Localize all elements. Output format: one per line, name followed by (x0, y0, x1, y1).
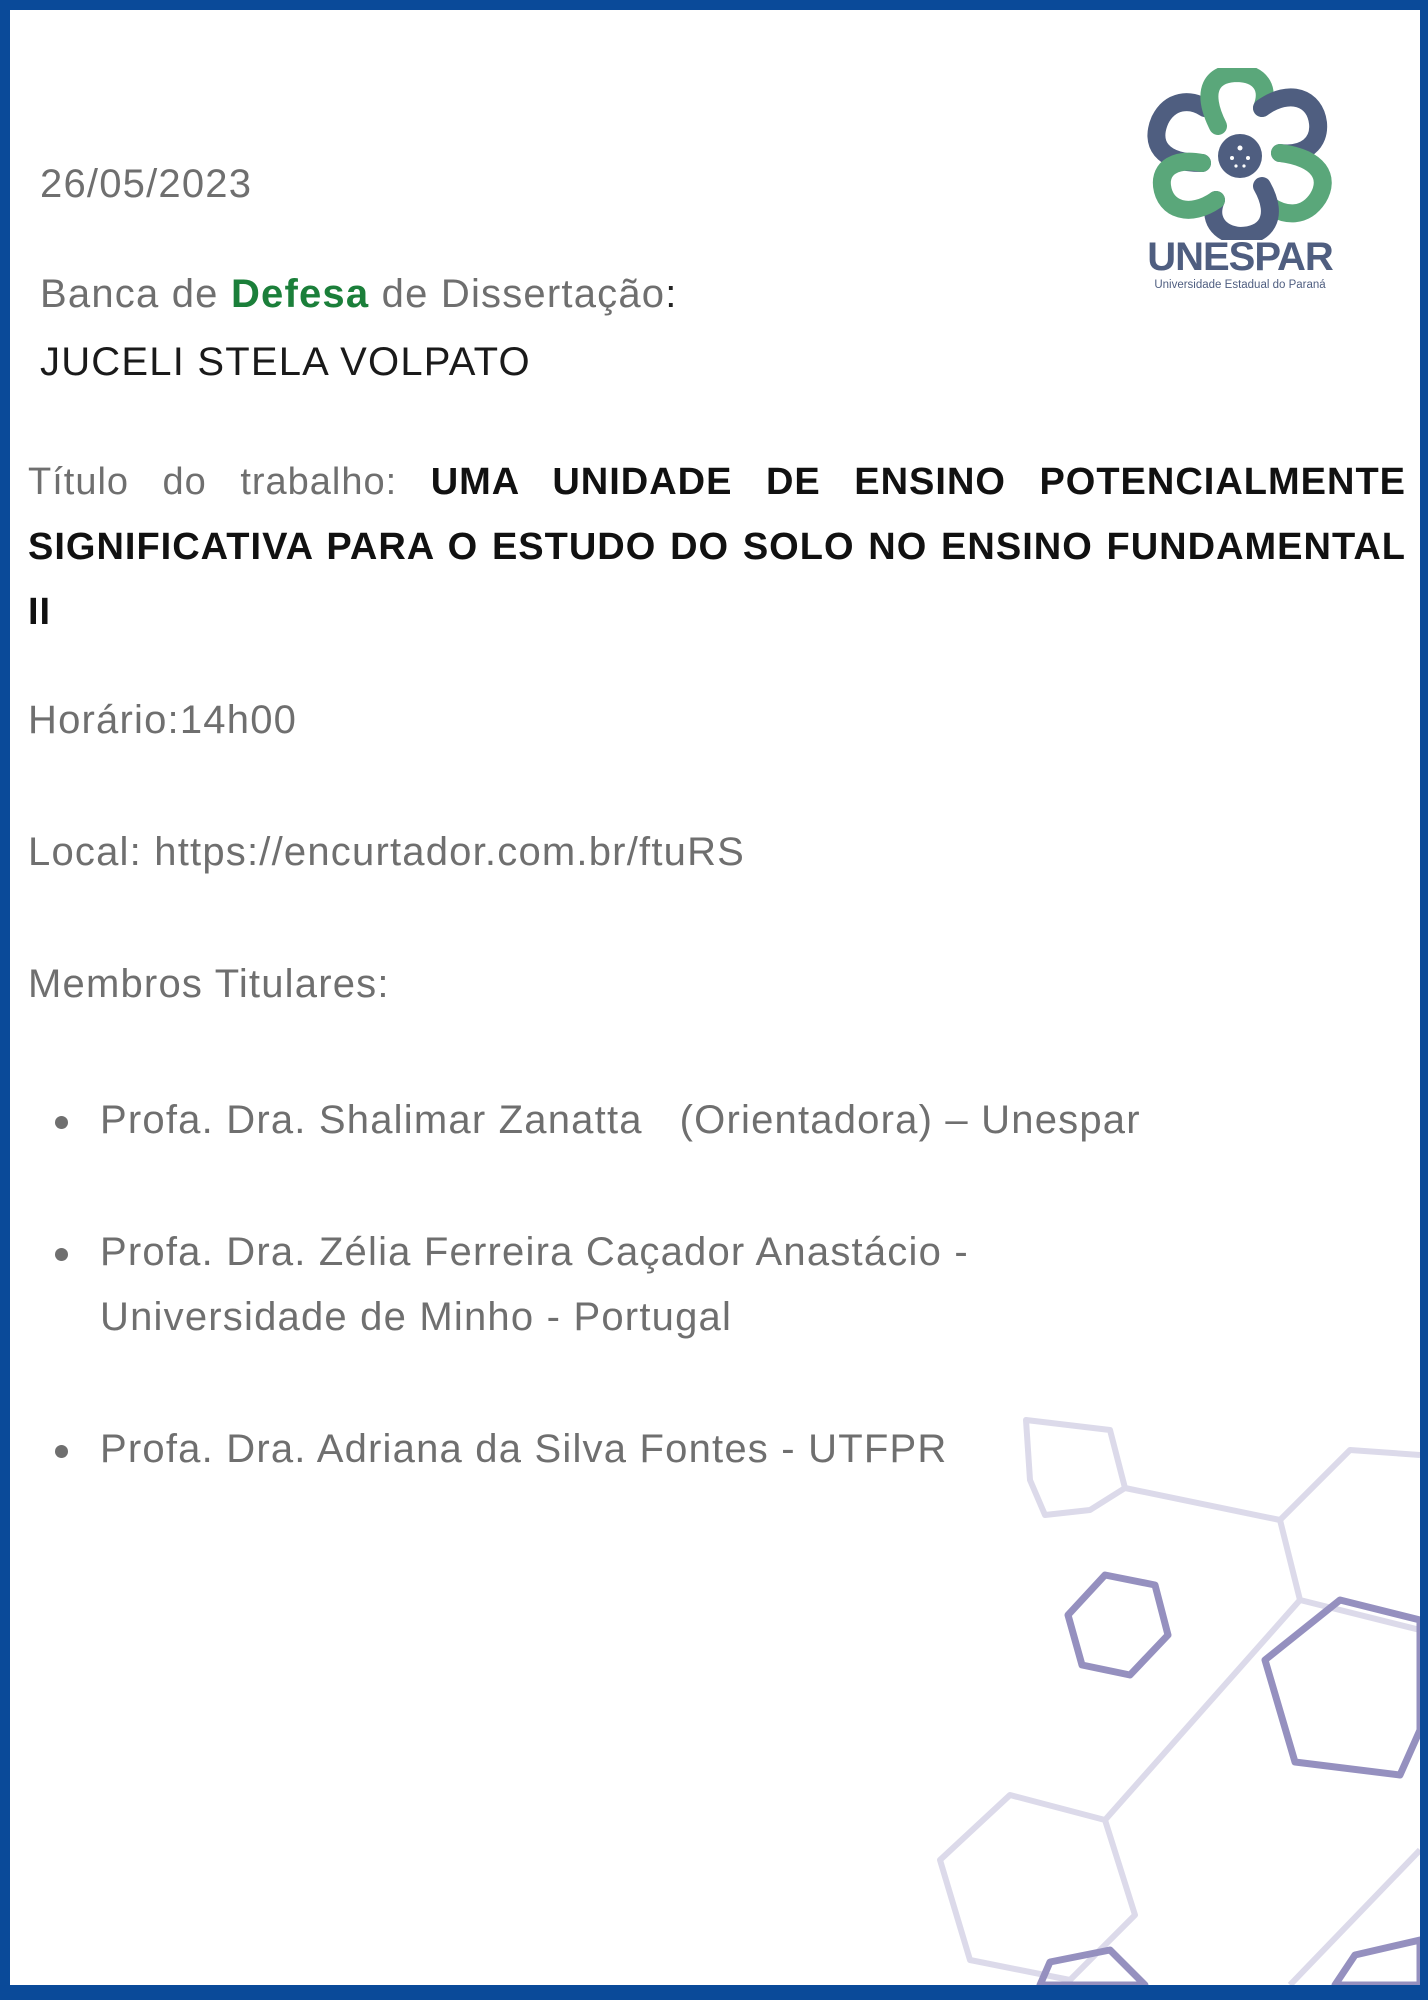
candidate-name: JUCELI STELA VOLPATO (40, 340, 531, 384)
location-link[interactable]: Local: https://encurtador.com.br/ftuRS (28, 830, 746, 874)
page (10, 10, 1420, 1985)
bullet-icon (55, 1116, 68, 1129)
work-title (28, 450, 1406, 645)
logo-subtitle: Universidade Estadual do Paraná (1154, 279, 1326, 291)
hexagon-shape (1068, 1575, 1168, 1675)
banca-suffix: de Dissertação (369, 272, 666, 316)
members-heading: Membros Titulares: (28, 962, 390, 1006)
member-affiliation: Universidade de Minho - Portugal (100, 1295, 733, 1339)
connector-line (1125, 1450, 1420, 1520)
connector-line (1290, 1850, 1420, 1985)
title-value: UMA UNIDADE DE ENSINO POTENCIALMENTE SIGNIFICATIVA PARA O ESTUDO DO SOLO NO ENSINO FUNDAMENTAL II (28, 461, 1407, 633)
list-item (55, 1417, 1141, 1482)
schedule-time: Horário:14h00 (28, 698, 298, 742)
banca-prefix: Banca de (40, 272, 231, 316)
banca-highlight: Defesa (230, 272, 370, 316)
member-name: Profa. Dra. Adriana da Silva Fontes - UTFPR (100, 1427, 948, 1471)
logo-name: UNESPAR (1147, 235, 1333, 279)
unespar-logo (1130, 68, 1350, 292)
title-label: Título do trabalho: (28, 461, 431, 503)
hexagon-shape (1335, 1940, 1420, 1985)
banca-heading (40, 272, 678, 317)
list-item (55, 1220, 1141, 1350)
bullet-icon (55, 1445, 68, 1458)
defense-date: 26/05/2023 (40, 162, 253, 206)
unespar-emblem-icon (1130, 68, 1350, 240)
bullet-icon (55, 1248, 68, 1261)
member-name: Profa. Dra. Shalimar Zanatta (Orientadora) – Unespar (100, 1098, 1141, 1142)
members-list (55, 1088, 1141, 1482)
member-name: Profa. Dra. Zélia Ferreira Caçador Anastácio - (100, 1230, 969, 1274)
connector-line (1105, 1600, 1300, 1820)
list-item (55, 1088, 1141, 1153)
banca-colon: : (665, 272, 678, 316)
